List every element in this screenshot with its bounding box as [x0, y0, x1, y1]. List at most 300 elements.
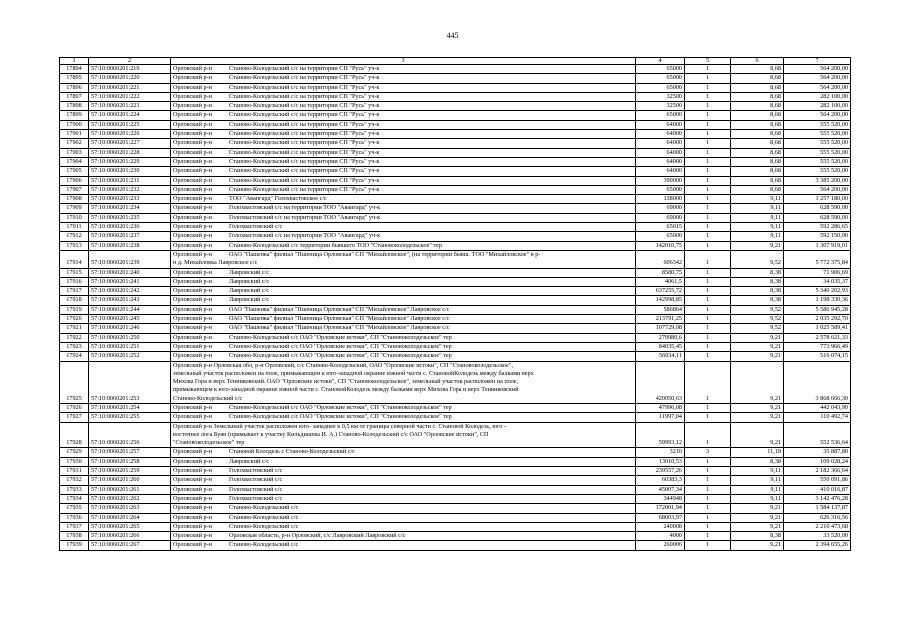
cadastral-number-cell: 57:10:0060201:252 — [89, 352, 171, 361]
area-cell: 13010,53 — [636, 457, 685, 466]
value-cell: 626 316,56 — [784, 513, 851, 522]
description-line — [173, 251, 633, 259]
description-text: Станово-Колодезьский с/с на территории СП "Русь" уч-к — [229, 83, 380, 91]
value-cell: 555 520,00 — [784, 130, 851, 139]
area-cell: 64000 — [636, 120, 685, 129]
cadastral-table — [59, 57, 851, 551]
rate-cell: 9,21 — [731, 352, 784, 361]
location-description-cell — [171, 315, 636, 324]
description-line — [173, 315, 633, 323]
description-line — [173, 448, 633, 456]
area-cell: 32500 — [636, 92, 685, 101]
row-number-cell: 17928 — [60, 422, 89, 448]
row-number-cell: 17922 — [60, 333, 89, 342]
location-description-cell — [171, 342, 636, 351]
value-cell: 34 035,37 — [784, 277, 851, 286]
area-cell: 56034,11 — [636, 352, 685, 361]
row-number-cell: 17911 — [60, 223, 89, 232]
table-row — [60, 204, 851, 213]
description-text: Голохвастовский с/с на территории ТОО "Авангард" уч-к — [229, 213, 381, 221]
table-row — [60, 120, 851, 129]
cadastral-number-cell: 57:10:0060201:244 — [89, 305, 171, 314]
description-text: Станово-Колодезьский с/с — [229, 541, 299, 549]
value-cell: 71 906,69 — [784, 268, 851, 277]
location-description-cell — [171, 148, 636, 157]
row-number-cell: 17935 — [60, 504, 89, 513]
table-row — [60, 277, 851, 286]
area-cell: 65015 — [636, 223, 685, 232]
value-cell: 628 590,00 — [784, 204, 851, 213]
rate-cell: 8,38 — [731, 457, 784, 466]
description-line: Михова Гора и верх Тенинковский. ОАО "Орловские истоки", СП "Становоколодезьское", земельный участок расположен на поле, — [173, 378, 519, 386]
district-label: Орловский р-н — [173, 277, 212, 285]
cadastral-number-cell: 57:10:0060201:246 — [89, 324, 171, 333]
description-text: Станово-Колодезьский с/с на территории СП "Русь" уч-к — [229, 176, 380, 184]
description-text: Станово-Колодезьский с/с — [229, 522, 299, 530]
table-row — [60, 504, 851, 513]
category-cell: 1 — [685, 333, 731, 342]
description-line — [173, 167, 633, 175]
category-cell: 1 — [685, 413, 731, 422]
description-line — [173, 121, 633, 129]
value-cell: 282 100,00 — [784, 92, 851, 101]
cadastral-number-cell: 57:10:0060201:225 — [89, 120, 171, 129]
description-line — [173, 504, 633, 512]
rate-cell: 8,68 — [731, 167, 784, 176]
location-description-cell — [171, 157, 636, 166]
rate-cell: 9,21 — [731, 361, 784, 403]
category-cell: 1 — [685, 92, 731, 101]
location-description-cell — [171, 176, 636, 185]
description-text: Лавровский с/с — [229, 277, 270, 285]
area-cell: 213791,25 — [636, 315, 685, 324]
rate-cell: 8,68 — [731, 130, 784, 139]
cadastral-number-cell: 57:10:0060201:258 — [89, 457, 171, 466]
location-description-cell — [171, 485, 636, 494]
description-line — [173, 514, 633, 522]
description-line: Орловский р-н Земельный участок расположен юго- западнее в 0,5 км от границы северной части с. Становой Колодезь, юго - — [173, 422, 507, 430]
description-line — [173, 93, 633, 101]
location-description-cell — [171, 296, 636, 305]
row-number-cell: 17899 — [60, 111, 89, 120]
area-cell: 637255,72 — [636, 287, 685, 296]
header-cell: 5 — [685, 58, 731, 65]
cadastral-number-cell: 57:10:0060201:230 — [89, 167, 171, 176]
description-text: Станово-Колодезьский с/с на территории СП "Русь" уч-к — [229, 139, 380, 147]
location-description-cell — [171, 65, 636, 74]
table-row — [60, 296, 851, 305]
row-number-cell: 17918 — [60, 296, 89, 305]
rate-cell: 8,68 — [731, 157, 784, 166]
district-label: Орловский р-н — [173, 185, 212, 193]
area-cell: 64000 — [636, 139, 685, 148]
district-label: Орловский р-н — [173, 324, 212, 332]
description-line — [173, 269, 633, 277]
category-cell: 1 — [685, 457, 731, 466]
row-number-cell: 17937 — [60, 522, 89, 531]
row-number-cell: 17925 — [60, 361, 89, 403]
description-line: Станово-Колодезьский с/с — [173, 394, 243, 402]
description-text: Станово-Колодезьский с/с ОАО "Орловские истоки", СП "Становоколодезьское" тер — [229, 413, 452, 421]
value-cell: 773 966,49 — [784, 342, 851, 351]
table-row — [60, 513, 851, 522]
district-label: Орловский р-н — [173, 467, 212, 475]
location-description-cell — [171, 305, 636, 314]
cadastral-number-cell: 57:10:0060201:243 — [89, 296, 171, 305]
cadastral-number-cell: 57:10:0060201:235 — [89, 213, 171, 222]
row-number-cell: 17905 — [60, 167, 89, 176]
value-cell: 33 520,00 — [784, 532, 851, 541]
row-number-cell: 17901 — [60, 130, 89, 139]
location-description-cell — [171, 83, 636, 92]
header-cell: 4 — [636, 58, 685, 65]
district-label: Орловский р-н — [173, 195, 212, 203]
description-text: Станово-Колодезьский с/с на территории СП "Русь" уч-к — [229, 74, 380, 82]
value-cell: 552 536,64 — [784, 422, 851, 448]
district-label: Орловский р-н — [173, 541, 212, 549]
area-cell: 65000 — [636, 111, 685, 120]
location-description-cell — [171, 120, 636, 129]
category-cell: 1 — [685, 467, 731, 476]
description-text: ОАО "Пашенка" филиал "Пшеница Орловская" СП "Михайловское", (на территории бывш. ТОО "Михайловское" в р- — [229, 250, 541, 258]
category-cell: 1 — [685, 83, 731, 92]
cadastral-number-cell: 57:10:0060201:238 — [89, 241, 171, 250]
description-line: Орловский р-н Орловская обл, р-н Орловский, с/с Станово-Колодезьский, ОАО "Орловские истоки", СП "Становоколодезьское", — [173, 361, 513, 369]
description-line — [173, 296, 633, 304]
cadastral-number-cell: 57:10:0060201:239 — [89, 250, 171, 268]
description-line — [173, 195, 633, 203]
area-cell: 142010,75 — [636, 241, 685, 250]
cadastral-number-cell: 57:10:0060201:241 — [89, 277, 171, 286]
value-cell: 282 100,00 — [784, 102, 851, 111]
category-cell: 1 — [685, 324, 731, 333]
page-number: 445 — [446, 31, 459, 40]
table-row — [60, 111, 851, 120]
description-text: Станово-Колодезьский с/с — [229, 513, 299, 521]
description-line — [173, 158, 633, 166]
cadastral-number-cell: 57:10:0060201:265 — [89, 522, 171, 531]
area-cell: 390000 — [636, 176, 685, 185]
header-row — [60, 58, 851, 65]
category-cell: 1 — [685, 296, 731, 305]
district-label: Орловский р-н — [173, 250, 212, 258]
category-cell: 1 — [685, 315, 731, 324]
district-label: Орловский р-н — [173, 167, 212, 175]
description-text: Станово-Колодезьский с/с ОАО "Орловские истоки", СП "Становоколодезьское" тер — [229, 342, 452, 350]
district-label: Орловский р-н — [173, 232, 212, 240]
area-cell: 64000 — [636, 130, 685, 139]
cadastral-number-cell: 57:10:0060201:250 — [89, 333, 171, 342]
value-cell: 5 340 202,93 — [784, 287, 851, 296]
location-description-cell — [171, 504, 636, 513]
description-line — [173, 324, 633, 332]
table-row — [60, 268, 851, 277]
value-cell: 2 182 366,64 — [784, 467, 851, 476]
cadastral-number-cell: 57:10:0060201:234 — [89, 204, 171, 213]
category-cell: 1 — [685, 185, 731, 194]
value-cell: 564 200,00 — [784, 83, 851, 92]
row-number-cell: 17902 — [60, 139, 89, 148]
rate-cell: 9,11 — [731, 232, 784, 241]
table-row — [60, 448, 851, 457]
district-label: Орловский р-н — [173, 213, 212, 221]
cadastral-number-cell: 57:10:0060201:236 — [89, 223, 171, 232]
rate-cell: 9,21 — [731, 342, 784, 351]
description-line — [173, 177, 633, 185]
cadastral-number-cell: 57:10:0060201:262 — [89, 494, 171, 503]
description-text: ОАО "Пашенка" филиал "Пшеница Орловская" СП "Михайловское" Лавровское с/с — [229, 315, 450, 323]
rate-cell: 9,11 — [731, 195, 784, 204]
area-cell: 8580,75 — [636, 268, 685, 277]
category-cell: 1 — [685, 120, 731, 129]
description-line — [173, 214, 633, 222]
category-cell: 1 — [685, 176, 731, 185]
rate-cell: 9,21 — [731, 541, 784, 550]
area-cell: 4000 — [636, 532, 685, 541]
category-cell: 1 — [685, 541, 731, 550]
category-cell: 1 — [685, 342, 731, 351]
row-number-cell: 17931 — [60, 467, 89, 476]
rate-cell: 9,52 — [731, 324, 784, 333]
area-cell: 65000 — [636, 74, 685, 83]
row-number-cell: 17915 — [60, 268, 89, 277]
cadastral-number-cell: 57:10:0060201:253 — [89, 361, 171, 403]
category-cell: 1 — [685, 148, 731, 157]
table-row — [60, 352, 851, 361]
area-cell: 344948 — [636, 494, 685, 503]
cadastral-number-cell: 57:10:0060201:266 — [89, 532, 171, 541]
location-description-cell — [171, 102, 636, 111]
area-cell: 586864 — [636, 305, 685, 314]
rate-cell: 9,21 — [731, 403, 784, 412]
cadastral-number-cell: 57:10:0060201:257 — [89, 448, 171, 457]
area-cell: 138000 — [636, 195, 685, 204]
area-cell: 65000 — [636, 83, 685, 92]
description-text: Станово-Колодезьский с/с на территории СП "Русь" уч-к — [229, 130, 380, 138]
rate-cell: 9,21 — [731, 513, 784, 522]
rate-cell: 9,52 — [731, 305, 784, 314]
value-cell: 442 043,90 — [784, 403, 851, 412]
cadastral-number-cell: 57:10:0060201:222 — [89, 92, 171, 101]
value-cell: 1 198 330,36 — [784, 296, 851, 305]
category-cell: 1 — [685, 204, 731, 213]
district-label: Орловский р-н — [173, 241, 212, 249]
cadastral-number-cell: 57:10:0060201:226 — [89, 130, 171, 139]
description-text: Голохвастовский с/с — [229, 223, 283, 231]
area-cell: 172001,94 — [636, 504, 685, 513]
description-text: Станово-Колодезьский с/с — [229, 504, 299, 512]
row-number-cell: 17913 — [60, 241, 89, 250]
category-cell: 3 — [685, 448, 731, 457]
row-number-cell: 17939 — [60, 541, 89, 550]
rate-cell: 9,21 — [731, 241, 784, 250]
rate-cell: 8,68 — [731, 83, 784, 92]
rate-cell: 8,68 — [731, 102, 784, 111]
value-cell: 555 520,00 — [784, 139, 851, 148]
cadastral-number-cell: 57:10:0060201:224 — [89, 111, 171, 120]
rate-cell: 8,68 — [731, 176, 784, 185]
value-cell: 3 868 666,30 — [784, 361, 851, 403]
description-text: Станово-Колодезьский с/с на территории СП "Русь" уч-к — [229, 111, 380, 119]
cadastral-number-cell: 57:10:0060201:254 — [89, 403, 171, 412]
description-text: Становой Колодезь с Станово-Колодезьский с/с — [229, 448, 355, 456]
area-cell: 4061,5 — [636, 277, 685, 286]
description-text: Голохвастовский с/с на территории ТОО "Авангард" уч-к — [229, 232, 381, 240]
value-cell: 555 520,00 — [784, 120, 851, 129]
category-cell: 1 — [685, 485, 731, 494]
row-number-cell: 17923 — [60, 342, 89, 351]
description-text: Станово-Колодезьский с/с на территории СП "Русь" уч-к — [229, 167, 380, 175]
location-description-cell — [171, 422, 636, 448]
area-cell: 60383,3 — [636, 476, 685, 485]
location-description-cell — [171, 541, 636, 550]
table-row — [60, 522, 851, 531]
value-cell: 516 074,15 — [784, 352, 851, 361]
table-row — [60, 403, 851, 412]
category-cell: 1 — [685, 195, 731, 204]
description-line — [173, 287, 633, 295]
row-number-cell: 17929 — [60, 448, 89, 457]
description-line — [173, 352, 633, 360]
description-line — [173, 334, 633, 342]
cadastral-number-cell: 57:10:0060201:260 — [89, 476, 171, 485]
location-description-cell — [171, 532, 636, 541]
table-row — [60, 457, 851, 466]
category-cell: 1 — [685, 157, 731, 166]
district-label: Орловский р-н — [173, 485, 212, 493]
district-label: Орловский р-н — [173, 315, 212, 323]
row-number-cell: 17930 — [60, 457, 89, 466]
description-line: восточнее лога Буян (примыкает к участку Кильдишева И. А.) Станово-Колодезьский с/с ОАО "Орловские истоки", СП — [173, 430, 489, 438]
table-row — [60, 315, 851, 324]
rate-cell: 9,21 — [731, 504, 784, 513]
area-cell: 64000 — [636, 148, 685, 157]
district-label: Орловский р-н — [173, 305, 212, 313]
category-cell: 1 — [685, 232, 731, 241]
category-cell: 1 — [685, 422, 731, 448]
row-number-cell: 17903 — [60, 148, 89, 157]
category-cell: 1 — [685, 111, 731, 120]
description-text: Станово-Колодезьский с/с на территории СП "Русь" уч-к — [229, 92, 380, 100]
value-cell: 564 200,00 — [784, 74, 851, 83]
description-line: н д. Михайловка Лавровское с/с — [173, 259, 258, 267]
cadastral-number-cell: 57:10:0060201:231 — [89, 176, 171, 185]
district-label: Орловский р-н — [173, 102, 212, 110]
row-number-cell: 17927 — [60, 413, 89, 422]
value-cell: 592 150,00 — [784, 232, 851, 241]
cadastral-number-cell: 57:10:0060201:264 — [89, 513, 171, 522]
category-cell: 1 — [685, 250, 731, 268]
area-cell: 240008 — [636, 522, 685, 531]
district-label: Орловский р-н — [173, 476, 212, 484]
district-label: Орловский р-н — [173, 65, 212, 72]
description-line — [173, 186, 633, 194]
cadastral-number-cell: 57:10:0060201:233 — [89, 195, 171, 204]
table-row — [60, 485, 851, 494]
district-label: Орловский р-н — [173, 457, 212, 465]
description-line — [173, 130, 633, 138]
table-row — [60, 467, 851, 476]
category-cell: 1 — [685, 476, 731, 485]
description-line — [173, 306, 633, 314]
row-number-cell: 17898 — [60, 102, 89, 111]
district-label: Орловский р-н — [173, 157, 212, 165]
description-text: Станово-Колодезьский с/с на территории СП "Русь" уч-к — [229, 148, 380, 156]
rate-cell: 9,11 — [731, 485, 784, 494]
row-number-cell: 17912 — [60, 232, 89, 241]
table-row — [60, 167, 851, 176]
location-description-cell — [171, 213, 636, 222]
rate-cell: 8,68 — [731, 111, 784, 120]
description-line — [173, 242, 633, 250]
district-label: Орловский р-н — [173, 120, 212, 128]
location-description-cell — [171, 457, 636, 466]
location-description-cell — [171, 287, 636, 296]
value-cell: 1 307 919,01 — [784, 241, 851, 250]
district-label: Орловский р-н — [173, 74, 212, 82]
description-text: Станово-Колодезьский с/с на территории СП "Русь" уч-к — [229, 120, 380, 128]
rate-cell: 8,38 — [731, 287, 784, 296]
district-label: Орловский р-н — [173, 130, 212, 138]
table-row — [60, 476, 851, 485]
value-cell: 564 200,00 — [784, 185, 851, 194]
area-cell: 11997,04 — [636, 413, 685, 422]
district-label: Орловский р-н — [173, 296, 212, 304]
row-number-cell: 17909 — [60, 204, 89, 213]
table-row — [60, 333, 851, 342]
rate-cell: 8,68 — [731, 120, 784, 129]
value-cell: 555 520,00 — [784, 167, 851, 176]
location-description-cell — [171, 111, 636, 120]
district-label: Орловский р-н — [173, 83, 212, 91]
location-description-cell — [171, 92, 636, 101]
category-cell: 1 — [685, 513, 731, 522]
description-line: "Становоколодезьское" тер — [173, 439, 245, 447]
rate-cell: 8,38 — [731, 277, 784, 286]
area-cell: 239557,26 — [636, 467, 685, 476]
value-cell: 410 016,87 — [784, 485, 851, 494]
table-row — [60, 74, 851, 83]
table-row — [60, 139, 851, 148]
header-cell: 2 — [89, 58, 171, 65]
description-line — [173, 523, 633, 531]
description-text: Станово-Колодезьский с/с на территории СП "Русь" уч-к — [229, 185, 380, 193]
location-description-cell — [171, 448, 636, 457]
table-row — [60, 185, 851, 194]
row-number-cell: 17921 — [60, 324, 89, 333]
location-description-cell — [171, 223, 636, 232]
value-cell: 592 286,65 — [784, 223, 851, 232]
value-cell: 1 257 180,00 — [784, 195, 851, 204]
description-line — [173, 495, 633, 503]
cadastral-number-cell: 57:10:0060201:263 — [89, 504, 171, 513]
district-label: Орловский р-н — [173, 448, 212, 456]
area-cell: 64000 — [636, 167, 685, 176]
cadastral-number-cell: 57:10:0060201:221 — [89, 83, 171, 92]
value-cell: 550 091,86 — [784, 476, 851, 485]
description-line — [173, 458, 633, 466]
value-cell: 555 520,00 — [784, 148, 851, 157]
table-row — [60, 241, 851, 250]
description-line — [173, 139, 633, 147]
description-text: Лавровский с/с — [229, 268, 270, 276]
description-text: Станово-Колодезьский с/с ОАО "Орловские истоки", СП "Становоколодезьское" тер — [229, 352, 452, 360]
row-number-cell: 17920 — [60, 315, 89, 324]
location-description-cell — [171, 204, 636, 213]
rate-cell: 9,11 — [731, 223, 784, 232]
location-description-cell — [171, 185, 636, 194]
rate-cell: 9,11 — [731, 213, 784, 222]
